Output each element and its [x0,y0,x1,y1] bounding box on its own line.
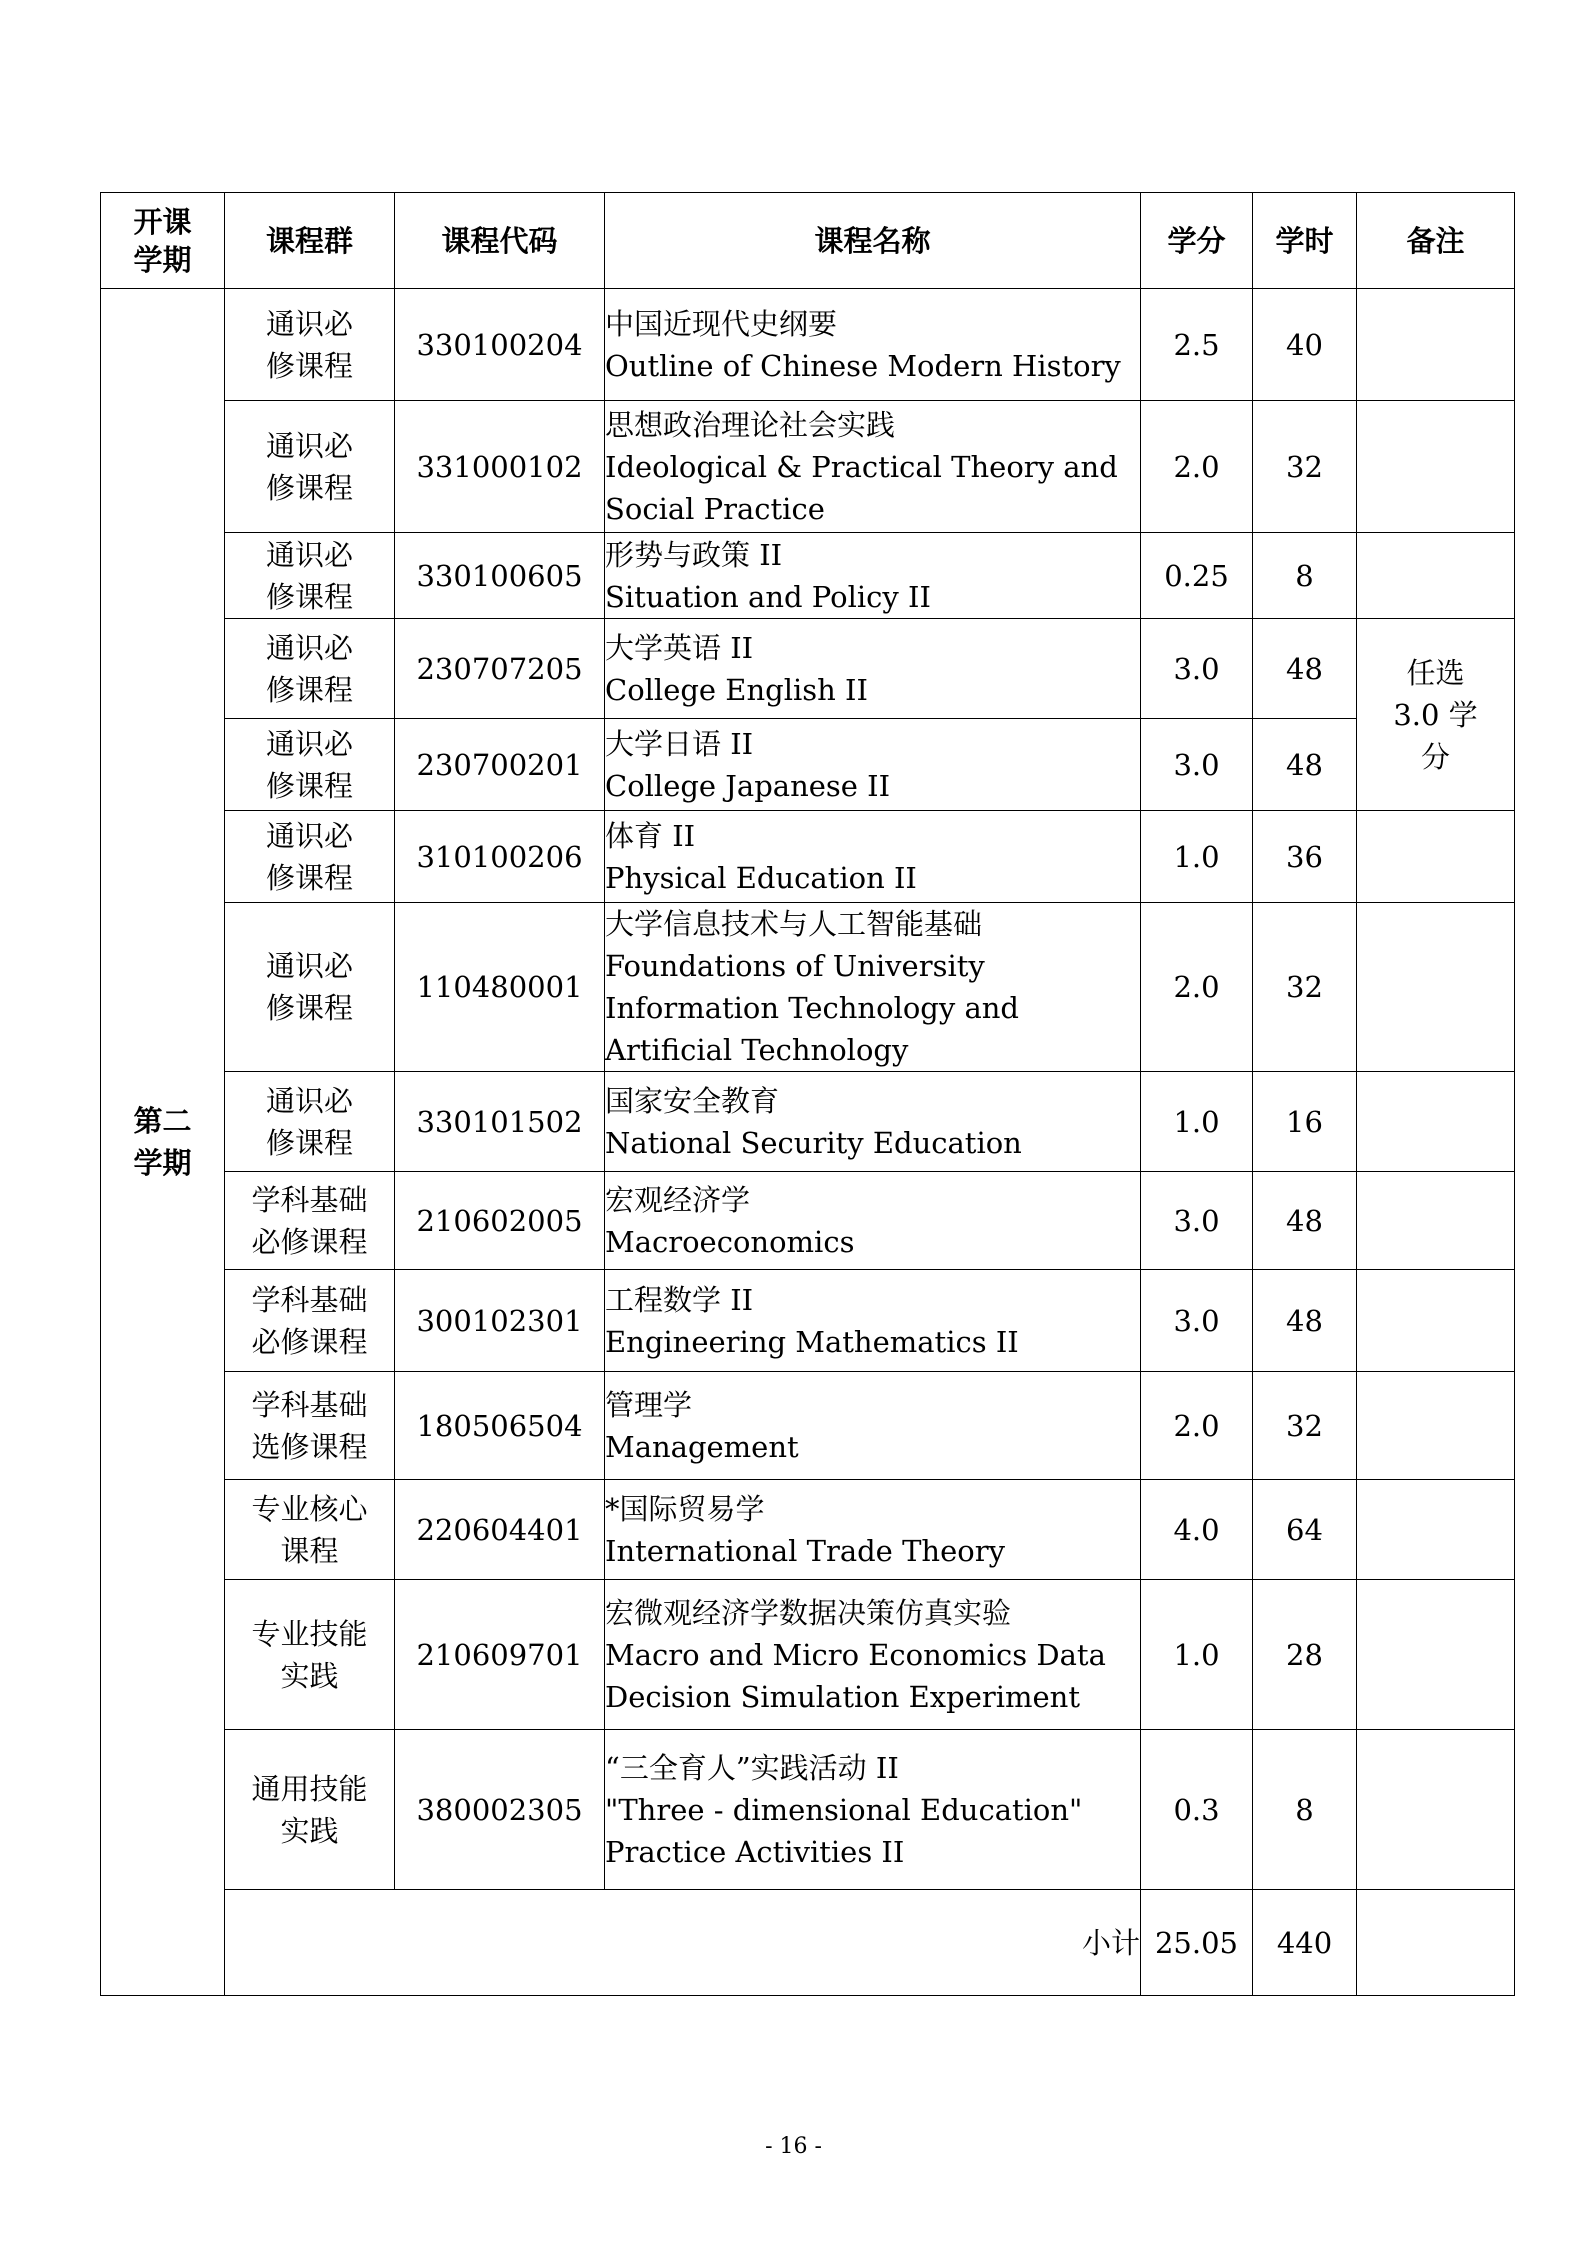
table-row [101,533,1515,619]
course-name-cn: “三全育人”实践活动 II [605,1750,899,1785]
course-name [605,289,1141,401]
subtotal-note [1357,1890,1515,1996]
course-name-en: College Japanese II [605,768,891,803]
course-code: 330100204 [395,289,605,401]
course-note [1357,1480,1515,1580]
course-group: 通识必修课程 [225,719,395,811]
table-row [101,811,1515,903]
course-name-cn: 思想政治理论社会实践 [605,407,896,442]
course-hours: 36 [1253,811,1357,903]
course-credit: 1.0 [1141,1072,1253,1172]
course-name-cn: 国家安全教育 [605,1083,780,1118]
course-name [605,903,1141,1072]
course-credit: 2.0 [1141,903,1253,1072]
course-name [605,1372,1141,1480]
course-credit: 1.0 [1141,811,1253,903]
course-group: 学科基础必修课程 [225,1172,395,1270]
course-code: 220604401 [395,1480,605,1580]
course-group: 通识必修课程 [225,533,395,619]
course-name-en: Situation and Policy II [605,579,931,614]
course-hours: 28 [1253,1580,1357,1730]
course-hours: 16 [1253,1072,1357,1172]
course-credit: 0.3 [1141,1730,1253,1890]
course-hours: 48 [1253,619,1357,719]
course-name [605,1580,1141,1730]
course-note [1357,811,1515,903]
course-name-en: Physical Education II [605,860,917,895]
course-credit: 1.0 [1141,1580,1253,1730]
table-row [101,1480,1515,1580]
course-name-cn: 大学信息技术与人工智能基础 [605,907,983,941]
subtotal-row [101,1890,1515,1996]
subtotal-hours: 440 [1253,1890,1357,1996]
course-table [100,192,1515,1996]
table-body [101,289,1515,1996]
course-note [1357,903,1515,1072]
course-name-cn: 宏微观经济学数据决策仿真实验 [605,1595,1012,1630]
course-code: 330100605 [395,533,605,619]
course-hours: 32 [1253,903,1357,1072]
subtotal-credit: 25.05 [1141,1890,1253,1996]
course-group: 通用技能实践 [225,1730,395,1890]
course-group: 专业技能实践 [225,1580,395,1730]
course-hours: 40 [1253,289,1357,401]
course-name-cn: 大学英语 II [605,630,754,665]
course-name [605,1172,1141,1270]
course-name-cn: 形势与政策 II [605,537,783,572]
course-note [1357,1072,1515,1172]
table-row [101,1730,1515,1890]
course-credit: 0.25 [1141,533,1253,619]
course-name-en: National Security Education [605,1125,1022,1160]
course-name-cn: 管理学 [605,1387,693,1422]
course-group: 通识必修课程 [225,401,395,533]
course-group: 通识必修课程 [225,1072,395,1172]
course-name-cn: 中国近现代史纲要 [605,306,838,341]
course-credit: 3.0 [1141,1270,1253,1372]
course-name-en: International Trade Theory [605,1533,1005,1568]
course-name [605,719,1141,811]
note-elective: 任选 3.0 学分 [1357,619,1515,811]
course-code: 330101502 [395,1072,605,1172]
course-name [605,1480,1141,1580]
header-name: 课程名称 [605,193,1141,289]
course-code: 110480001 [395,903,605,1072]
course-note [1357,1730,1515,1890]
table-row [101,1270,1515,1372]
course-code: 300102301 [395,1270,605,1372]
course-code: 230700201 [395,719,605,811]
course-note [1357,401,1515,533]
course-hours: 48 [1253,1172,1357,1270]
header-row [101,193,1515,289]
course-name-cn: *国际贸易学 [605,1491,765,1526]
course-name [605,401,1141,533]
course-name-en: Macro and Micro Economics Data Decision Simulation Experiment [605,1637,1106,1714]
course-code: 331000102 [395,401,605,533]
course-code: 210602005 [395,1172,605,1270]
course-note [1357,289,1515,401]
header-note: 备注 [1357,193,1515,289]
course-name-cn: 体育 II [605,818,696,853]
course-name-en: College English II [605,672,868,707]
course-code: 380002305 [395,1730,605,1890]
header-group: 课程群 [225,193,395,289]
header-semester: 开课学期 [101,193,225,289]
table-row [101,1172,1515,1270]
course-note [1357,1172,1515,1270]
course-name-en: Foundations of University Information Technology and Artificial Technology [605,949,1020,1067]
semester-cell: 第二学期 [101,289,225,1996]
table-row [101,619,1515,719]
course-note [1357,1580,1515,1730]
course-name [605,1730,1141,1890]
header-code: 课程代码 [395,193,605,289]
course-group: 通识必修课程 [225,619,395,719]
table-row [101,289,1515,401]
course-name [605,811,1141,903]
course-hours: 64 [1253,1480,1357,1580]
page-number: - 16 - [765,2134,822,2159]
course-group: 通识必修课程 [225,289,395,401]
course-name-cn: 工程数学 II [605,1282,754,1317]
course-name-en: Ideological & Practical Theory and Social Practice [605,449,1118,526]
course-credit: 3.0 [1141,719,1253,811]
course-group: 学科基础必修课程 [225,1270,395,1372]
course-name [605,533,1141,619]
course-credit: 2.5 [1141,289,1253,401]
course-credit: 4.0 [1141,1480,1253,1580]
course-code: 310100206 [395,811,605,903]
course-group: 通识必修课程 [225,811,395,903]
course-name [605,1270,1141,1372]
course-code: 210609701 [395,1580,605,1730]
course-hours: 48 [1253,1270,1357,1372]
table-row [101,719,1515,811]
table-row [101,401,1515,533]
course-note [1357,1270,1515,1372]
course-note [1357,533,1515,619]
course-credit: 2.0 [1141,401,1253,533]
course-hours: 8 [1253,533,1357,619]
course-hours: 8 [1253,1730,1357,1890]
header-hours: 学时 [1253,193,1357,289]
course-name [605,619,1141,719]
course-name-en: Outline of Chinese Modern History [605,348,1121,383]
table-row [101,1580,1515,1730]
table-row [101,1072,1515,1172]
subtotal-label: 小计 [225,1890,1141,1996]
header-credit: 学分 [1141,193,1253,289]
course-hours: 32 [1253,1372,1357,1480]
course-hours: 32 [1253,401,1357,533]
course-credit: 2.0 [1141,1372,1253,1480]
course-name-cn: 宏观经济学 [605,1182,751,1217]
course-name-cn: 大学日语 II [605,726,754,761]
course-group: 专业核心课程 [225,1480,395,1580]
course-name-en: Engineering Mathematics II [605,1324,1019,1359]
course-code: 230707205 [395,619,605,719]
table-row [101,903,1515,1072]
course-hours: 48 [1253,719,1357,811]
course-name [605,1072,1141,1172]
course-name-en: Macroeconomics [605,1224,855,1259]
table-row [101,1372,1515,1480]
course-group: 学科基础选修课程 [225,1372,395,1480]
course-note [1357,1372,1515,1480]
course-credit: 3.0 [1141,619,1253,719]
course-code: 180506504 [395,1372,605,1480]
course-name-en: Management [605,1429,799,1464]
course-credit: 3.0 [1141,1172,1253,1270]
course-group: 通识必修课程 [225,903,395,1072]
course-name-en: "Three - dimensional Education" Practice Activities II [605,1792,1083,1869]
